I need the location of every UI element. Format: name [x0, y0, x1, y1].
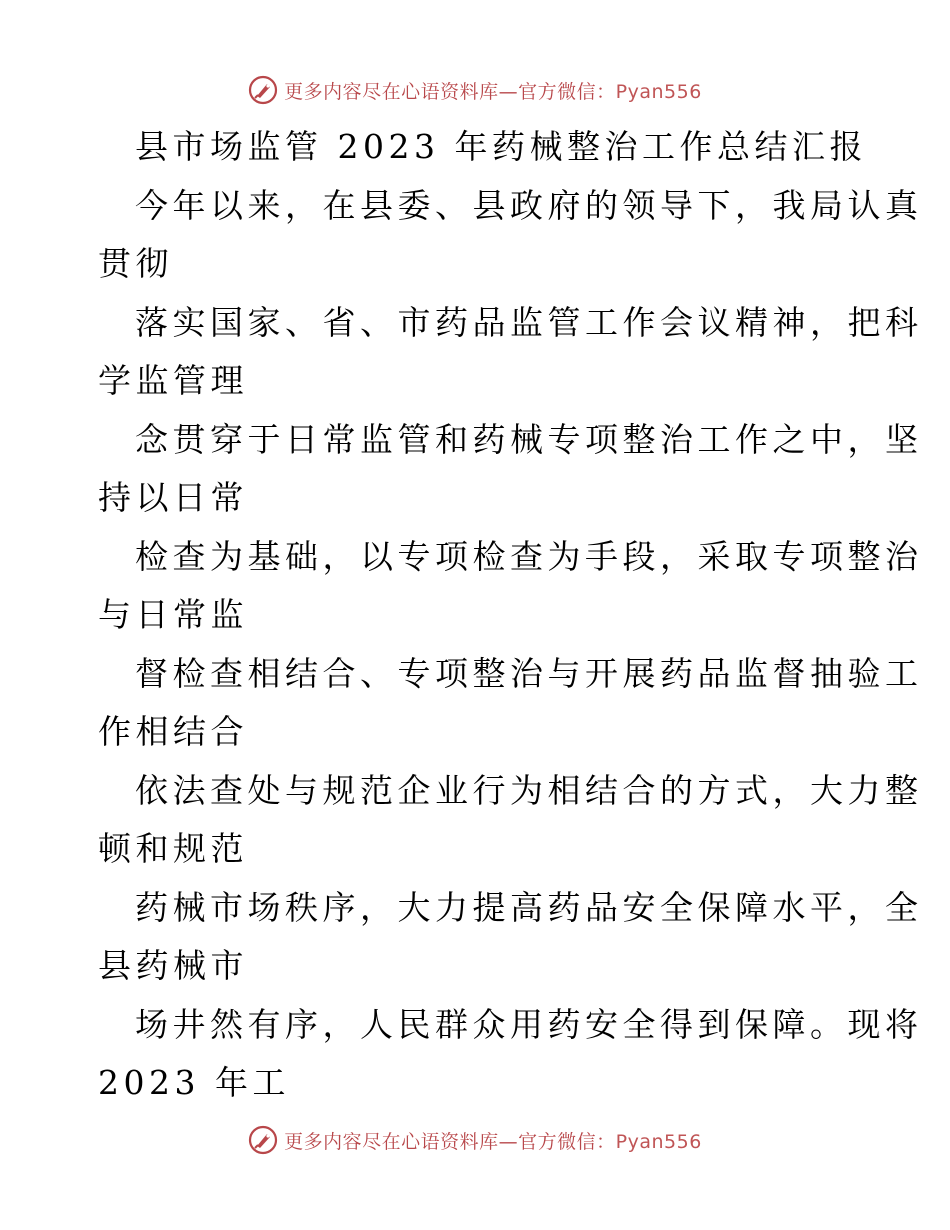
banner-label: 更多内容尽在心语资料库—官方微信： — [284, 80, 616, 103]
paragraph-line: 场井然有序，人民群众用药安全得到保障。现将 — [135, 1004, 923, 1044]
footer-banner — [0, 1120, 950, 1160]
header-banner — [0, 70, 950, 110]
paragraph-line: 2023 年工 — [98, 1063, 290, 1102]
paragraph-line: 依法查处与规范企业行为相结合的方式，大力整 — [135, 770, 923, 810]
paragraph-line: 今年以来，在县委、县政府的领导下，我局认真 — [135, 185, 923, 225]
document-body — [98, 118, 923, 1113]
paragraph-line: 督检查相结合、专项整治与开展药品监督抽验工 — [135, 653, 923, 693]
paragraph-line: 念贯穿于日常监管和药械专项整治工作之中，坚 — [135, 419, 923, 459]
banner-text — [284, 1127, 702, 1154]
paragraph-line: 县药械市 — [98, 946, 248, 985]
banner-label: 更多内容尽在心语资料库—官方微信： — [284, 1130, 616, 1153]
banner-text — [284, 77, 702, 104]
paragraph-line: 药械市场秩序，大力提高药品安全保障水平，全 — [135, 887, 923, 927]
pen-nib-logo-icon — [248, 75, 278, 105]
banner-wechat: Pyan556 — [615, 1130, 702, 1153]
paragraph-line: 持以日常 — [98, 478, 248, 517]
paragraph-line: 作相结合 — [98, 712, 248, 751]
paragraph-line: 顿和规范 — [98, 829, 248, 868]
paragraph-line: 检查为基础，以专项检查为手段，采取专项整治 — [135, 536, 923, 576]
paragraph-line: 贯彻 — [98, 244, 173, 283]
banner-wechat: Pyan556 — [615, 80, 702, 103]
paragraph-line: 落实国家、省、市药品监管工作会议精神，把科 — [135, 302, 923, 342]
paragraph-line: 学监管理 — [98, 361, 248, 400]
document-title: 县市场监管 2023 年药械整治工作总结汇报 — [135, 127, 867, 166]
paragraph-line: 与日常监 — [98, 595, 248, 634]
pen-nib-logo-icon — [248, 1125, 278, 1155]
